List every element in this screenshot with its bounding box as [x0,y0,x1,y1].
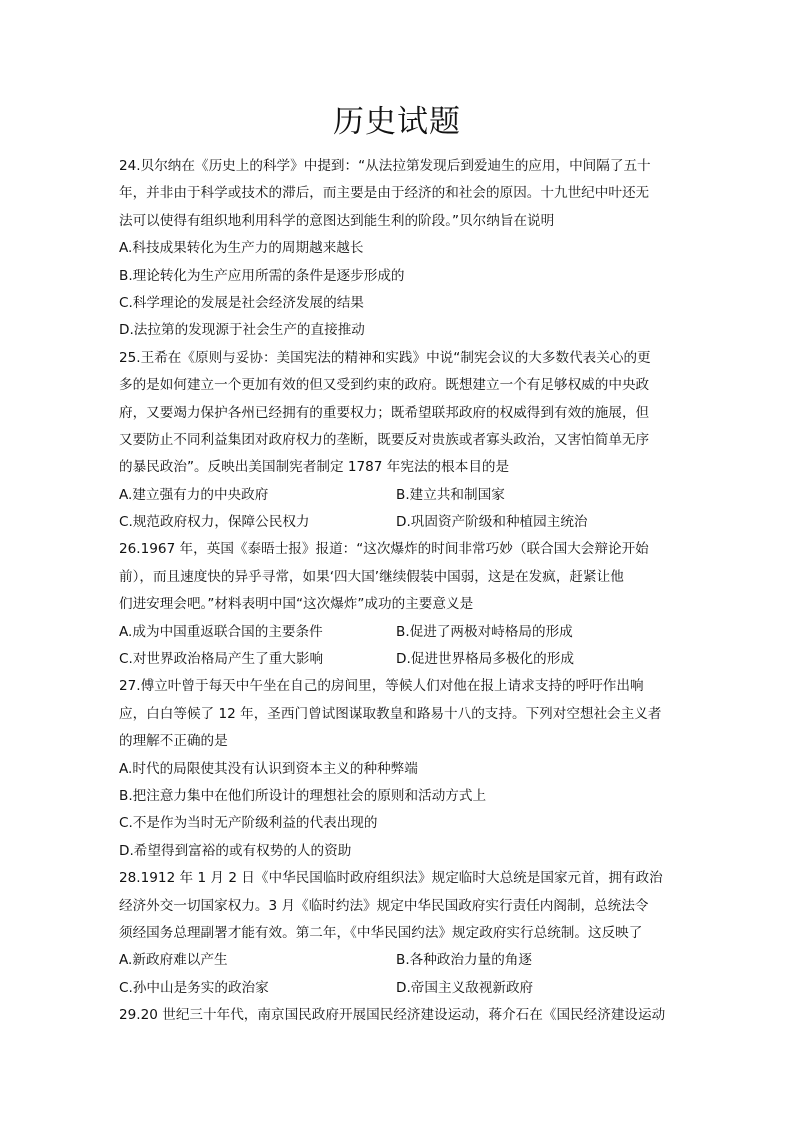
option-row [119,509,679,536]
option-c: C.科学理论的发展是社会经济发展的结果 [119,294,364,311]
option-row [119,975,679,1002]
question-27 [119,673,679,865]
question-stem-line: 年，并非由于科学或技术的滞后，而主要是由于经济的和社会的原因。十九世纪中叶还无 [119,185,650,202]
option-a: A.成为中国重返联合国的主要条件 [119,623,323,640]
question-stem-line: 们进安理会吧。”材料表明中国“这次爆炸”成功的主要意义是 [119,596,474,613]
question-26 [119,536,679,673]
question-28 [119,865,679,1002]
option-d: D.法拉第的发现源于社会生产的直接推动 [119,322,365,339]
option-a: A.科技成果转化为生产力的周期越来越长 [119,240,364,257]
question-24 [119,153,679,345]
option-row [119,619,679,646]
question-stem-line: 多的是如何建立一个更加有效的但又受到约束的政府。既想建立一个有足够权威的中央政 [119,377,650,394]
question-stem-line: 前），而且速度快的异乎寻常，如果‘四大国’继续假装中国弱，这是在发疯，赶紧让他 [119,568,624,585]
option-a: A.时代的局限使其没有认识到资本主义的种种弊端 [119,760,418,777]
option-d: D.巩固资产阶级和种植园主统治 [396,514,588,531]
question-stem-line: 28.1912 年 1 月 2 日《中华民国临时政府组织法》规定临时大总统是国家元首，拥有政治 [119,870,663,887]
question-stem-line: 的暴民政治”。反映出美国制宪者制定 1787 年宪法的根本目的是 [119,459,510,476]
question-stem-line: 又要防止不同利益集团对政府权力的垄断，既要反对贵族或者寡头政治，又害怕简单无序 [119,431,650,448]
question-stem-line: 法可以使得有组织地利用科学的意图达到能生利的阶段。”贝尔纳旨在说明 [119,212,555,229]
option-row [119,947,679,974]
option-b: B.把注意力集中在他们所设计的理想社会的原则和活动方式上 [119,787,487,804]
question-stem-line: 25.王希在《原则与妥协：美国宪法的精神和实践》中说“制宪会议的大多数代表关心的更 [119,349,651,366]
option-c: C.孙中山是务实的政治家 [119,979,269,996]
option-a: A.建立强有力的中央政府 [119,486,269,503]
page-title: 历史试题 [333,104,461,140]
question-stem-line: 应，白白等候了 12 年，圣西门曾试图谋取教皇和路易十八的支持。下列对空想社会主义者 [119,705,662,722]
question-25 [119,345,679,537]
option-c: C.不是作为当时无产阶级利益的代表出现的 [119,815,378,832]
question-stem-line: 27.傅立叶曾于每天中午坐在自己的房间里，等候人们对他在报上请求支持的呼吁作出响 [119,678,644,695]
question-29 [119,1002,679,1029]
question-stem-line: 24.贝尔纳在《历史上的科学》中提到：“从法拉第发现后到爱迪生的应用，中间隔了五十 [119,158,651,174]
option-c: C.规范政府权力，保障公民权力 [119,514,310,531]
option-b: B.促进了两极对峙格局的形成 [396,623,573,640]
question-stem-line: 的理解不正确的是 [119,733,228,750]
question-stem-line: 26.1967 年，英国《泰晤士报》报道：“这次爆炸的时间非常巧妙（联合国大会辩论开始 [119,541,649,558]
question-stem-line: 经济外交一切国家权力。3 月《临时约法》规定中华民国政府实行责任内阁制，总统法令 [119,897,649,914]
option-b: B.建立共和制国家 [396,486,505,503]
option-b: B.各种政治力量的角逐 [396,952,532,969]
option-row [119,646,679,673]
option-a: A.新政府难以产生 [119,952,228,969]
question-stem-line: 29.20 世纪三十年代，南京国民政府开展国民经济建设运动，蒋介石在《国民经济建设运动 [119,1007,666,1024]
option-d: D.帝国主义敌视新政府 [396,979,534,996]
question-stem-line: 府，又要竭力保护各州已经拥有的重要权力；既希望联邦政府的权威得到有效的施展，但 [119,404,650,421]
option-c: C.对世界政治格局产生了重大影响 [119,651,324,668]
option-row [119,482,679,509]
option-d: D.促进世界格局多极化的形成 [396,651,574,668]
question-stem-line: 须经国务总理副署才能有效。第二年，《中华民国约法》规定政府实行总统制。这反映了 [119,924,643,941]
question-list [119,153,679,1030]
option-d: D.希望得到富裕的或有权势的人的资助 [119,842,352,859]
option-b: B.理论转化为生产应用所需的条件是逐步形成的 [119,267,405,284]
